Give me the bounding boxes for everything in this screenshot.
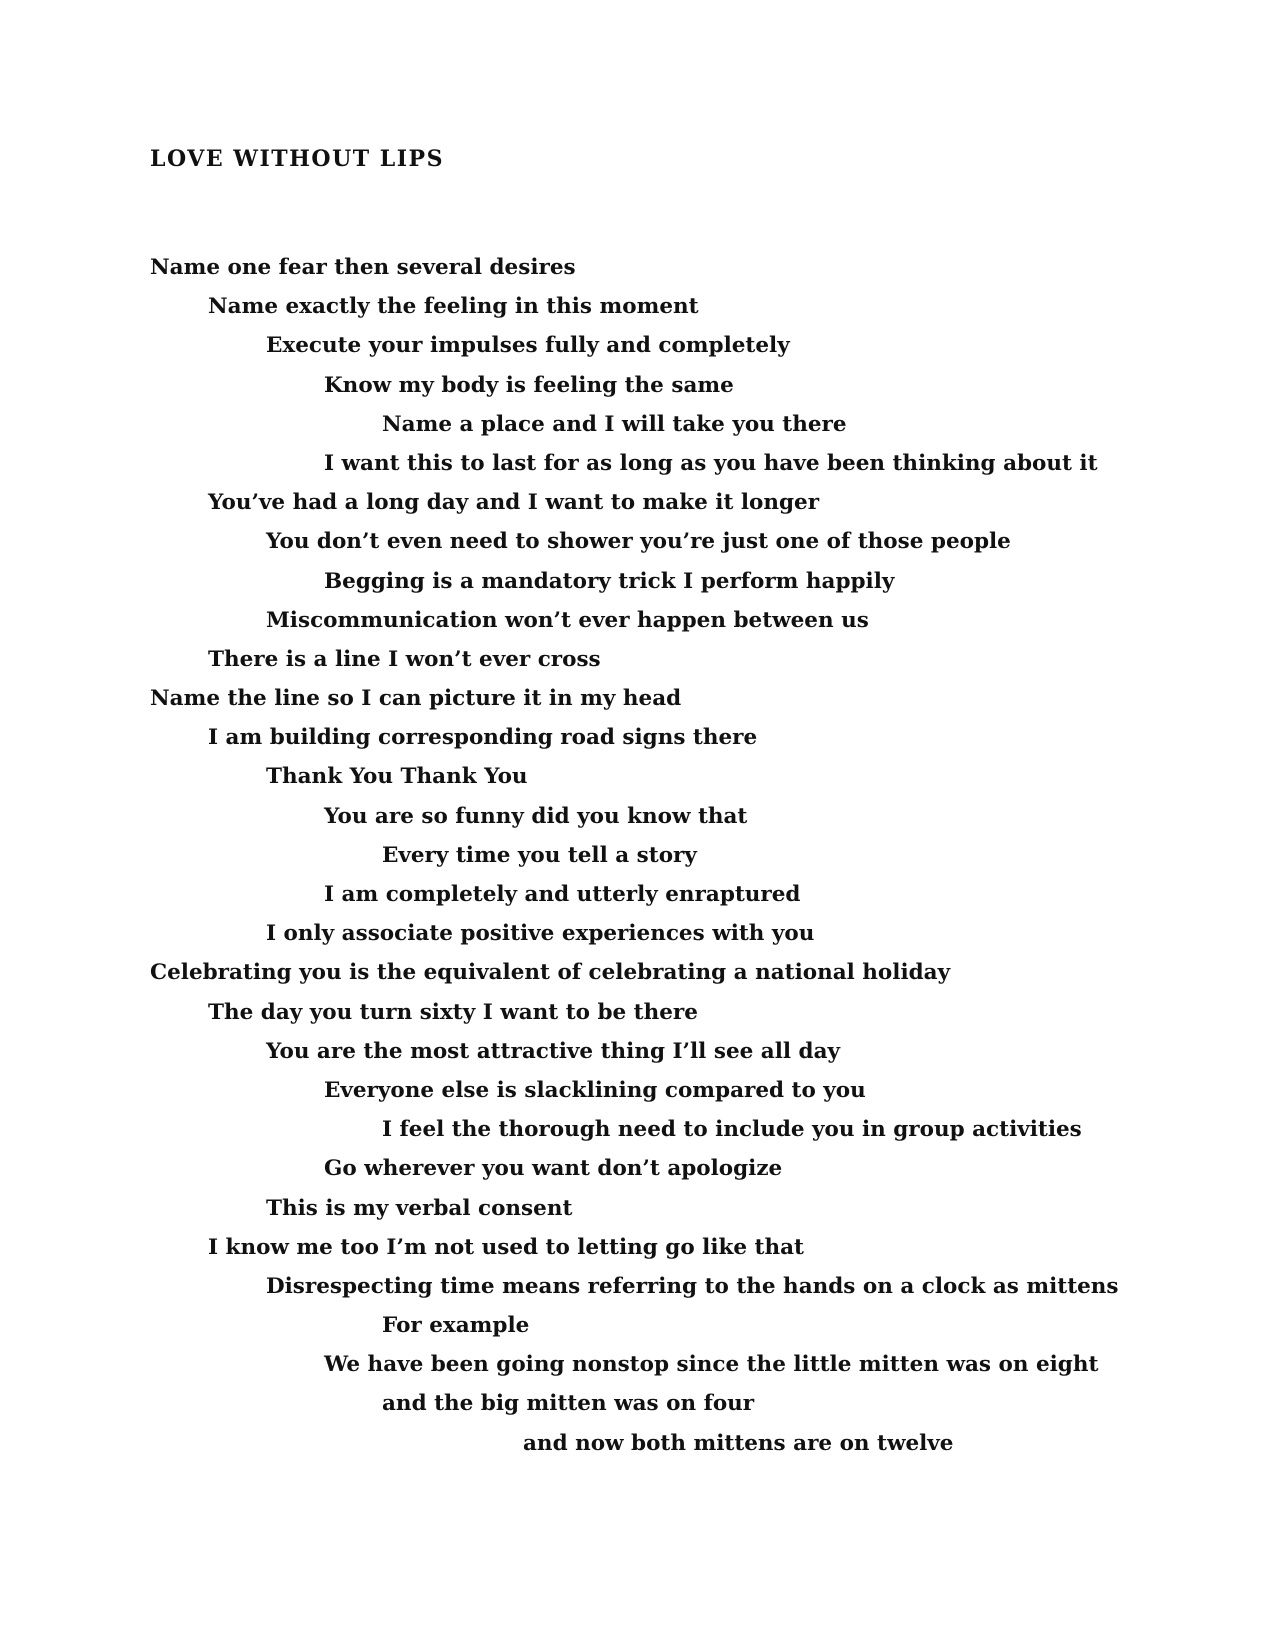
poem-line: Name a place and I will take you there: [382, 411, 847, 437]
poem-line: I only associate positive experiences with you: [266, 921, 815, 947]
poem-line: I know me too I’m not used to letting go like that: [208, 1234, 804, 1260]
poem-line: Name the line so I can picture it in my head: [150, 686, 682, 712]
poem-line: Everyone else is slacklining compared to you: [324, 1077, 866, 1103]
poem-line: Miscommunication won’t ever happen between us: [266, 607, 869, 633]
poem-line: I am building corresponding road signs there: [208, 725, 758, 751]
poem-line: Every time you tell a story: [382, 842, 697, 868]
poem-line: You’ve had a long day and I want to make it longer: [208, 490, 820, 516]
poem-line: and the big mitten was on four: [382, 1391, 755, 1417]
poem-line: We have been going nonstop since the little mitten was on eight: [324, 1352, 1099, 1378]
poem-line: Begging is a mandatory trick I perform happily: [324, 568, 895, 594]
poem-line: Celebrating you is the equivalent of celebrating a national holiday: [150, 960, 951, 986]
poem-body: [150, 248, 1230, 1463]
poem-line: For example: [382, 1313, 530, 1339]
poem-line: Execute your impulses fully and completely: [266, 333, 790, 359]
poem-line: Go wherever you want don’t apologize: [324, 1156, 783, 1182]
poem-line: and now both mittens are on twelve: [523, 1430, 954, 1456]
poem-line: This is my verbal consent: [266, 1195, 573, 1221]
poem-line: You are so funny did you know that: [324, 803, 748, 829]
poem-line: You don’t even need to shower you’re just one of those people: [266, 529, 1011, 555]
poem-line: Know my body is feeling the same: [324, 372, 734, 398]
poem-line: I want this to last for as long as you have been thinking about it: [324, 450, 1098, 476]
poem-line: You are the most attractive thing I’ll see all day: [266, 1038, 840, 1064]
poem-title: LOVE WITHOUT LIPS: [150, 146, 444, 172]
poem-line: The day you turn sixty I want to be there: [208, 999, 698, 1025]
poem-line: I feel the thorough need to include you in group activities: [382, 1117, 1082, 1143]
poem-line: There is a line I won’t ever cross: [208, 646, 601, 672]
poem-line: Name one fear then several desires: [150, 255, 576, 280]
poem-line: Disrespecting time means referring to the hands on a clock as mittens: [266, 1273, 1119, 1299]
poem-line: Thank You Thank You: [266, 764, 528, 790]
poem-line: Name exactly the feeling in this moment: [208, 294, 699, 320]
poem-line: I am completely and utterly enraptured: [324, 882, 801, 907]
